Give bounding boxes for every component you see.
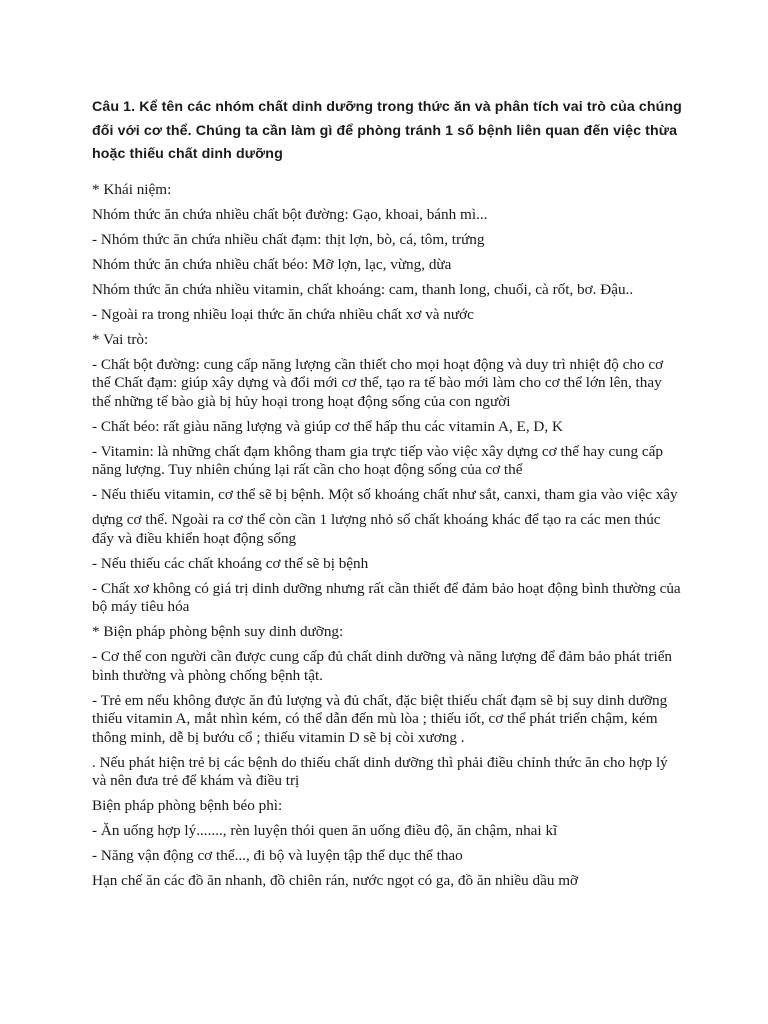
paragraph: - Ngoài ra trong nhiều loại thức ăn chứa nhiều chất xơ và nước (92, 305, 474, 323)
document-page (92, 96, 684, 897)
paragraph: Nhóm thức ăn chứa nhiều chất béo: Mỡ lợn, lạc, vừng, dừa (92, 255, 452, 273)
paragraph: Hạn chế ăn các đồ ăn nhanh, đồ chiên rán, nước ngọt có ga, đồ ăn nhiều dầu mỡ (92, 872, 579, 889)
paragraph: . Nếu phát hiện trẻ bị các bệnh do thiếu chất dinh dưỡng thì phải điều chỉnh thức ăn cho hợp lý và nên đưa trẻ để khám và điều trị (92, 753, 668, 789)
paragraph: - Cơ thể con người cần được cung cấp đủ chất dinh dưỡng và năng lượng để đảm bảo phát triển bình thường và phòng chống bệnh tật. (92, 648, 673, 684)
paragraph: - Chất xơ không có giá trị dinh dưỡng nhưng rất cần thiết để đảm bảo hoạt động bình thường của bộ máy tiêu hóa (92, 579, 681, 615)
paragraph: - Chất béo: rất giàu năng lượng và giúp cơ thể hấp thu các vitamin A, E, D, K (92, 417, 563, 435)
paragraph: - Ăn uống hợp lý......., rèn luyện thói quen ăn uống điều độ, ăn chậm, nhai kĩ (92, 822, 558, 839)
paragraph: - Năng vận động cơ thể..., đi bộ và luyện tập thể dục thể thao (92, 847, 463, 864)
paragraph: * Vai trò: (92, 330, 149, 348)
paragraph: - Chất bột đường: cung cấp năng lượng cần thiết cho mọi hoạt động và duy trì nhiệt độ cho cơ thể Chất đạm: giúp xây dựng và đổi mới cơ thể, tạo ra tế bào mới làm cho cơ thể lớn lên, thay thế những tế bào già bị hủy hoại trong hoạt động sống của con người (92, 355, 664, 410)
paragraph: Nhóm thức ăn chứa nhiều chất bột đường: Gạo, khoai, bánh mì... (92, 205, 488, 223)
question-heading: Câu 1. Kể tên các nhóm chất dinh dưỡng trong thức ăn và phân tích vai trò của chúng đối với cơ thể. Chúng ta cần làm gì để phòng tránh 1 số bệnh liên quan đến việc thừa hoặc thiếu chất dinh dưỡng (92, 99, 682, 162)
paragraph: - Trẻ em nếu không được ăn đủ lượng và đủ chất, đặc biệt thiếu chất đạm sẽ bị suy dinh dưỡng thiếu vitamin A, mắt nhìn kém, có thể dẫn đến mù lòa ; thiếu iốt, cơ thể phát triển chậm, kém thông minh, dễ bị bướu cổ ; thiếu vitamin D sẽ bị còi xương . (92, 691, 668, 746)
paragraph: dựng cơ thể. Ngoài ra cơ thể còn cần 1 lượng nhỏ số chất khoáng khác để tạo ra các men thúc đẩy và điều khiển hoạt động sống (92, 511, 661, 547)
paragraph: - Nếu thiếu các chất khoáng cơ thể sẽ bị bệnh (92, 554, 369, 572)
document-body (92, 181, 684, 891)
paragraph: - Nếu thiếu vitamin, cơ thể sẽ bị bệnh. Một số khoáng chất như sắt, canxi, tham gia vào việc xây (92, 486, 678, 503)
paragraph: Biện pháp phòng bệnh béo phì: (92, 797, 283, 814)
paragraph: Nhóm thức ăn chứa nhiều vitamin, chất khoáng: cam, thanh long, chuối, cà rốt, bơ. Đậu.. (92, 280, 634, 298)
paragraph: - Vitamin: là những chất đạm không tham gia trực tiếp vào việc xây dựng cơ thể hay cung cấp năng lượng. Tuy nhiên chúng lại rất cần cho hoạt động sống của cơ thể (92, 442, 663, 478)
paragraph: * Biện pháp phòng bệnh suy dinh dưỡng: (92, 623, 344, 640)
paragraph: - Nhóm thức ăn chứa nhiều chất đạm: thịt lợn, bò, cá, tôm, trứng (92, 230, 485, 248)
paragraph: * Khái niệm: (92, 180, 172, 198)
